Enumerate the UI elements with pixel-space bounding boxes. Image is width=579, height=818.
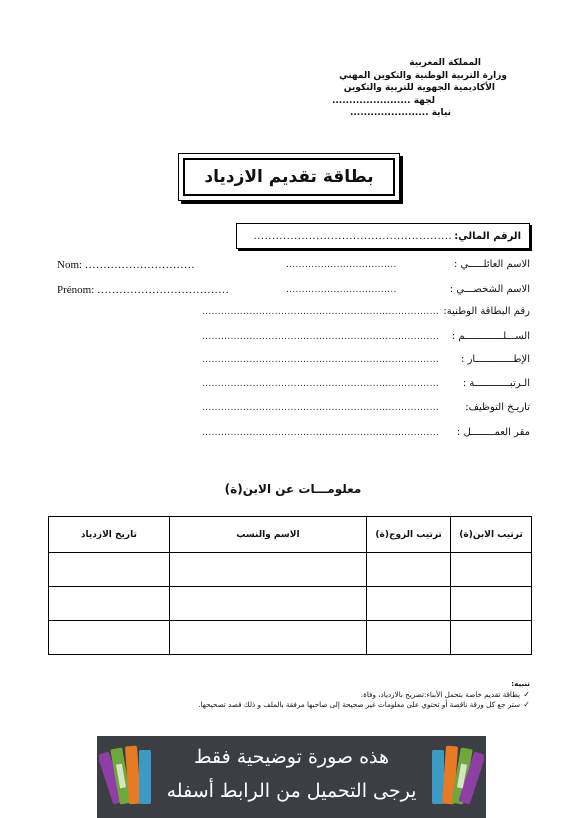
table-cell[interactable] xyxy=(451,621,532,655)
table-cell[interactable] xyxy=(169,587,366,621)
field-dots-scale[interactable]: ........................................................................... xyxy=(202,332,440,342)
check-icon: ✓ xyxy=(523,700,530,709)
field-dots-family-name[interactable]: ................................... xyxy=(286,260,397,270)
field-dots-frame[interactable]: ........................................................................... xyxy=(202,355,440,365)
table-cell[interactable] xyxy=(367,587,451,621)
note-item-text: بطاقة تقديم خاصة بتحمل الأبناء:تصريح بالازدياد، وفاة. xyxy=(360,689,520,699)
table-cell[interactable] xyxy=(49,553,170,587)
field-label-family-name: الاسم العائلـــــي : xyxy=(453,259,530,270)
note-block xyxy=(50,679,530,711)
table-row xyxy=(49,621,532,655)
table-header-row xyxy=(49,517,532,553)
field-label-hire-date: تاريـخ التوظيف: xyxy=(465,402,530,413)
field-label-frame: الإطـــــــــــــار : xyxy=(461,354,530,365)
child-info-table xyxy=(48,516,532,655)
header-delegation: نيابة ....................... xyxy=(349,108,451,118)
document-header xyxy=(247,57,507,120)
watermark-banner xyxy=(97,736,486,818)
note-item xyxy=(50,700,530,711)
field-label-nom: Nom: ………………………… xyxy=(57,259,195,271)
financial-id-dots[interactable]: ...................................................... xyxy=(253,230,453,242)
field-dots-cin[interactable]: ........................................................................... xyxy=(202,307,440,317)
table-cell[interactable] xyxy=(49,621,170,655)
note-item xyxy=(50,690,530,701)
table-row xyxy=(49,553,532,587)
col-header-birth-date: تاريخ الازدياد xyxy=(49,517,170,553)
header-region: لجهة ....................... xyxy=(331,95,435,106)
table-cell[interactable] xyxy=(367,621,451,655)
field-label-grade: الـرتبــــــــــــة : xyxy=(462,378,530,389)
field-label-prenom: Prénom: ……………………………… xyxy=(57,284,230,296)
header-kingdom: المملكة المغربية xyxy=(409,58,481,68)
col-header-child-order: ترتيب الابن(ة) xyxy=(451,517,532,553)
financial-id-label: الرقم المالي: xyxy=(454,230,521,242)
form-title-box xyxy=(178,153,400,201)
header-academy: الأكاديمية الجهوية للتربية والتكوين xyxy=(343,83,495,93)
note-item-text: ستر جع كل ورقة ناقصة أو تحتوي على معلومات غير صحيحة إلى صاحبها مرفقة بالملف و ذلك قصد تصحيحها. xyxy=(198,700,520,709)
col-header-name: الاسم والنسب xyxy=(169,517,366,553)
note-title: تنبيه: xyxy=(511,679,530,688)
table-cell[interactable] xyxy=(451,587,532,621)
watermark-line2: يرجى التحميل من الرابط أسفله xyxy=(166,780,417,802)
field-dots-hire-date[interactable]: ........................................................................... xyxy=(202,403,440,413)
field-dots-workplace[interactable]: ........................................................................... xyxy=(202,428,440,438)
financial-id-box xyxy=(236,223,530,249)
field-label-first-name: الاسم الشخصـــي : xyxy=(449,284,530,295)
col-header-spouse-order: ترتيب الزوج(ة) xyxy=(367,517,451,553)
table-row xyxy=(49,587,532,621)
child-info-title: معلومـــات عن الابن(ة) xyxy=(224,482,362,496)
table-cell[interactable] xyxy=(451,553,532,587)
field-label-workplace: مقر العمــــــــل : xyxy=(456,427,530,438)
field-dots-first-name[interactable]: ................................... xyxy=(286,285,397,295)
field-label-scale: الســـلـــــــــــــم : xyxy=(451,331,530,342)
field-label-cin: رقم البطاقة الوطنية: xyxy=(443,306,530,317)
table-cell[interactable] xyxy=(169,621,366,655)
watermark-line1: هذه صورة توضيحية فقط xyxy=(193,746,390,768)
table-cell[interactable] xyxy=(169,553,366,587)
table-cell[interactable] xyxy=(367,553,451,587)
form-title: بطاقة تقديم الازدياد xyxy=(204,167,374,187)
check-icon: ✓ xyxy=(523,689,530,699)
table-cell[interactable] xyxy=(49,587,170,621)
field-dots-grade[interactable]: ........................................................................... xyxy=(202,379,440,389)
header-ministry: وزارة التربية الوطنية والتكوين المهني xyxy=(339,70,507,81)
